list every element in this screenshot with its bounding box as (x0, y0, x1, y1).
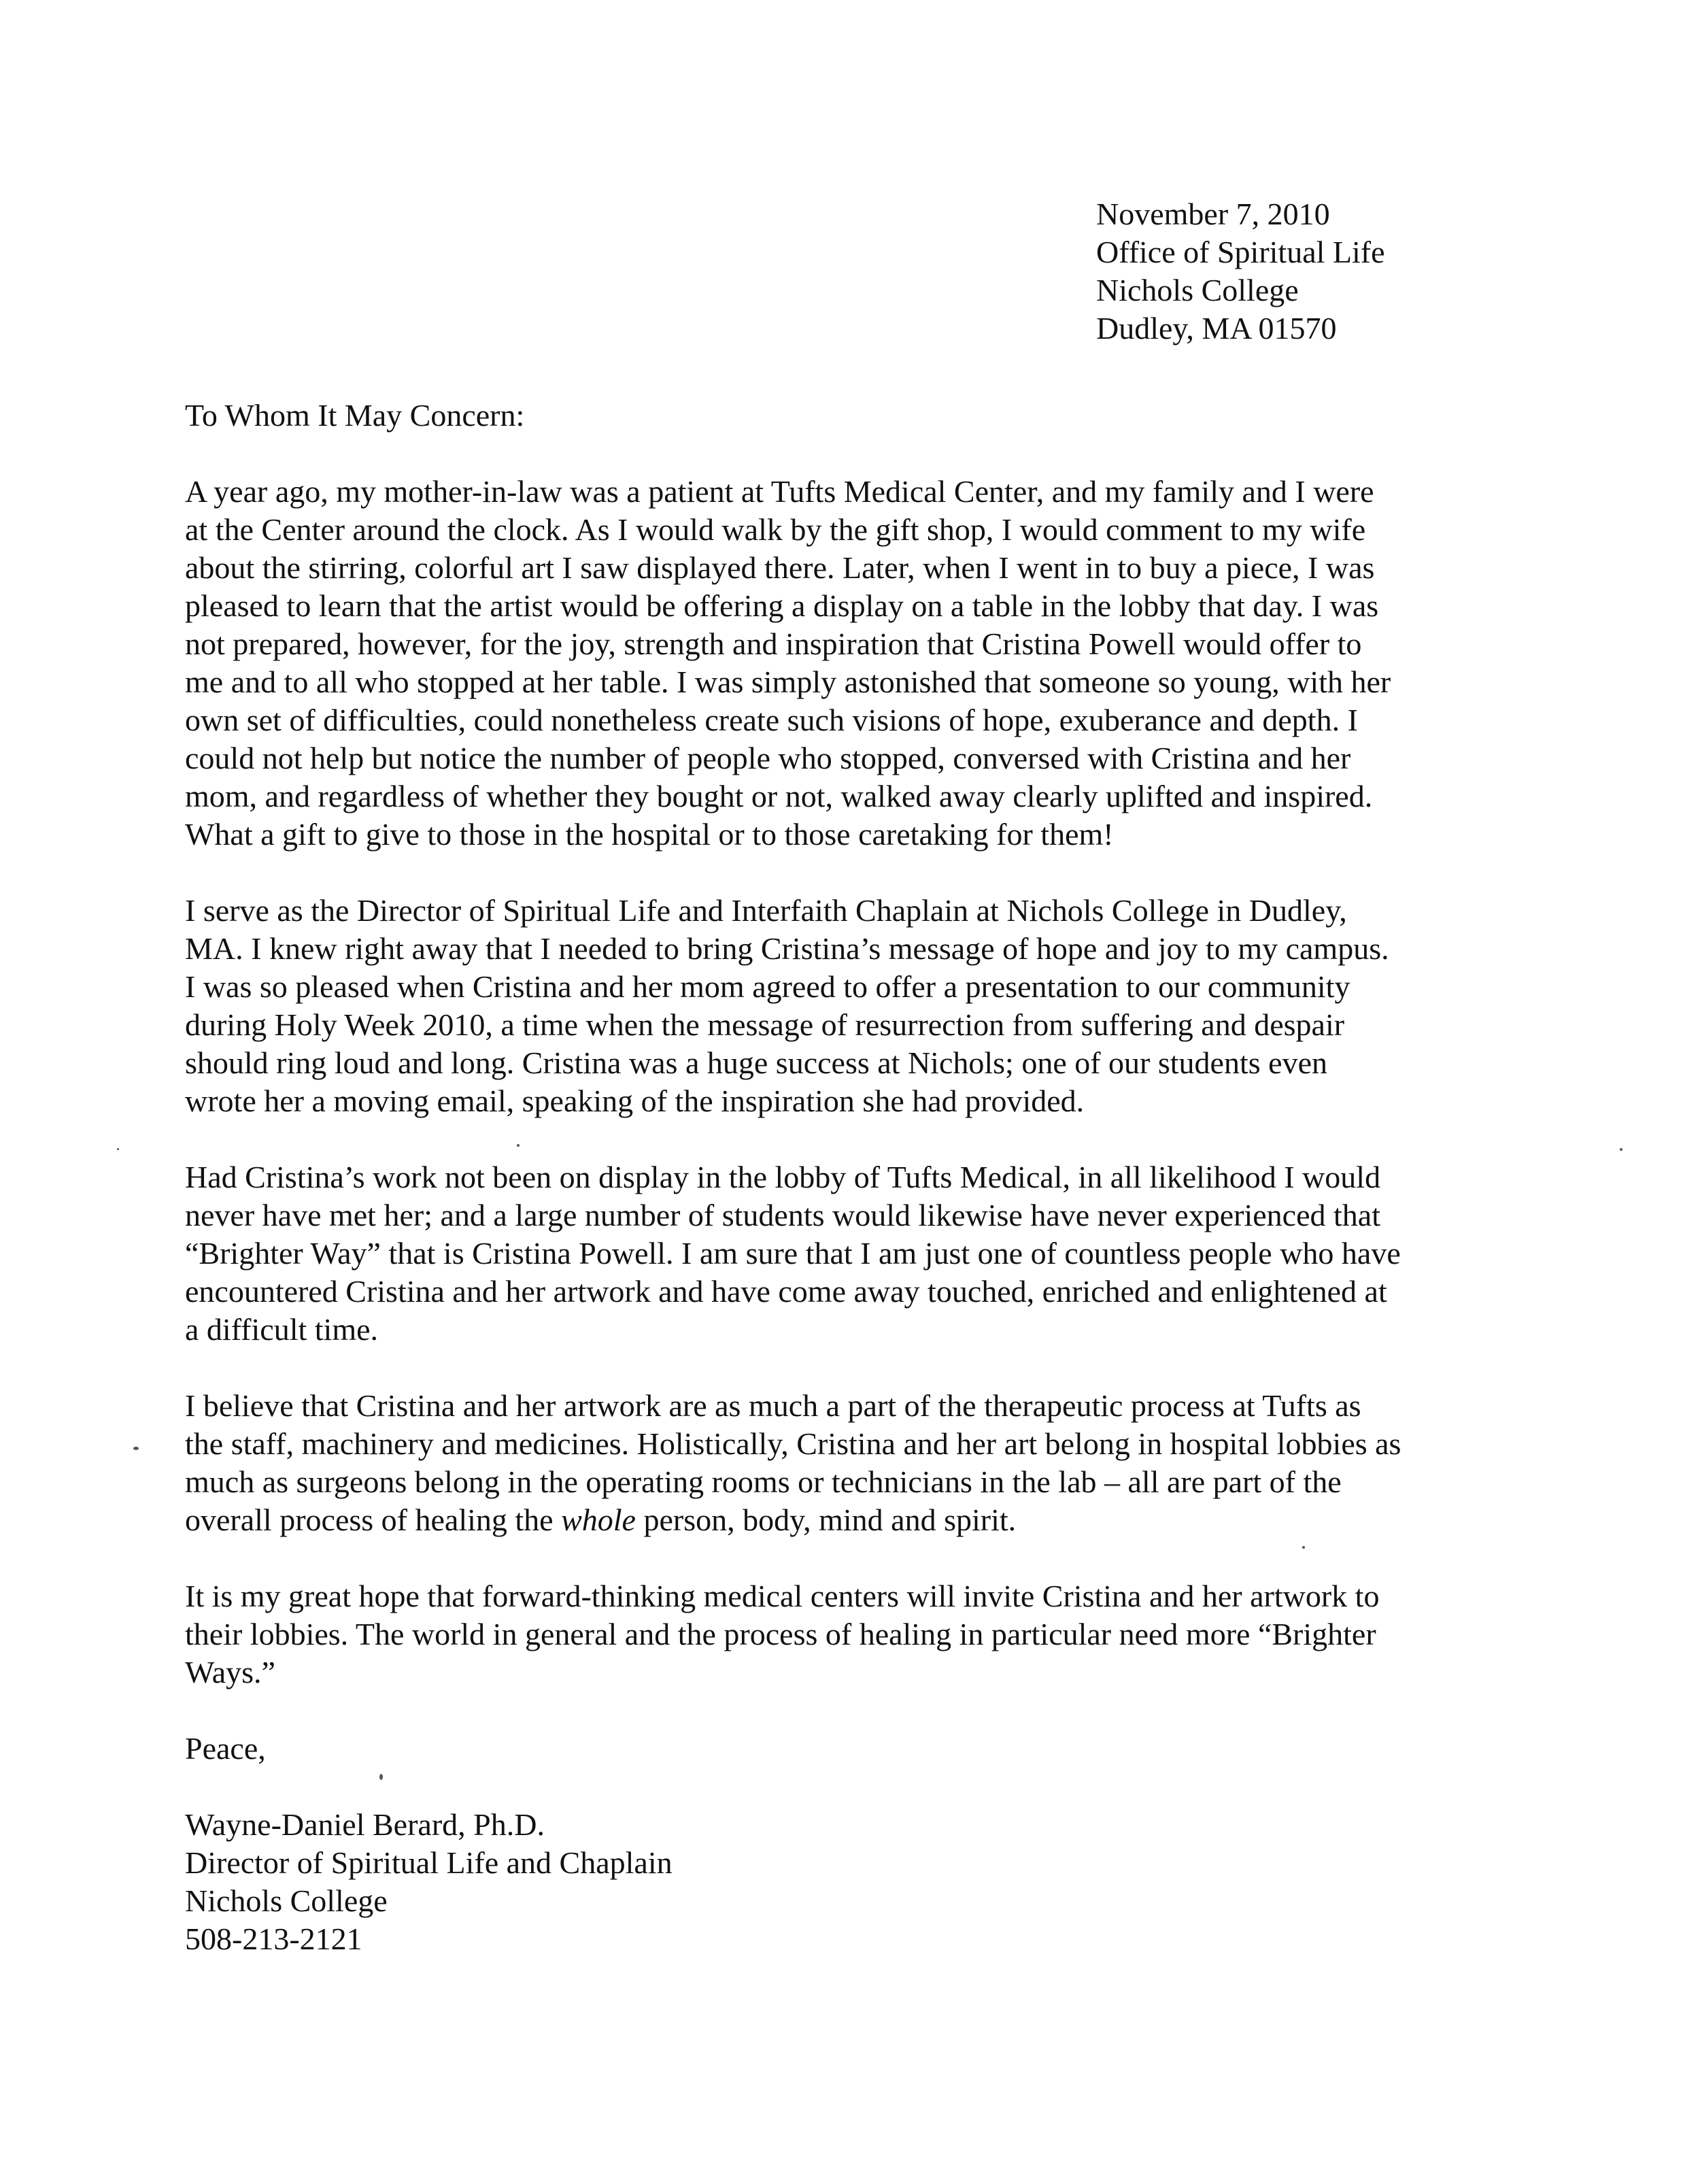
paragraph-line: pleased to learn that the artist would be offering a display on a table in the lobby that day. I was (185, 588, 1379, 623)
paragraph-line: Had Cristina’s work not been on display in the lobby of Tufts Medical, in all likelihood I would (185, 1160, 1381, 1194)
scan-speck (117, 1148, 119, 1150)
sender-office: Office of Spiritual Life (1096, 235, 1385, 269)
paragraph-line: I serve as the Director of Spiritual Life and Interfaith Chaplain at Nichols College in Dudley, (185, 893, 1347, 928)
paragraph-line: I believe that Cristina and her artwork are as much a part of the therapeutic process at Tufts as (185, 1388, 1361, 1423)
scan-speck (1302, 1546, 1305, 1549)
line-text: person, body, mind and spirit. (635, 1502, 1017, 1537)
paragraph-line: What a gift to give to those in the hospital or to those caretaking for them! (185, 817, 1114, 852)
paragraph-1 (185, 473, 1504, 854)
salutation: To Whom It May Concern: (185, 398, 525, 433)
emphasis-word: whole (561, 1502, 636, 1537)
paragraph-line: It is my great hope that forward-thinking medical centers will invite Cristina and her artwork to (185, 1579, 1380, 1613)
paragraph-line: should ring loud and long. Cristina was a huge success at Nichols; one of our students even (185, 1045, 1327, 1080)
signer-title: Director of Spiritual Life and Chaplain (185, 1845, 673, 1880)
signer-name: Wayne-Daniel Berard, Ph.D. (185, 1807, 545, 1842)
signer-college: Nichols College (185, 1883, 388, 1918)
paragraph-5 (185, 1577, 1504, 1692)
paragraph-line: much as surgeons belong in the operating rooms or technicians in the lab – all are part of the (185, 1464, 1342, 1499)
paragraph-line: never have met her; and a large number of students would likewise have never experienced that (185, 1198, 1380, 1232)
sender-college: Nichols College (1096, 273, 1299, 307)
paragraph-line: during Holy Week 2010, a time when the message of resurrection from suffering and despair (185, 1007, 1345, 1042)
letter-header (1096, 195, 1385, 348)
line-text: overall process of healing the (185, 1502, 562, 1537)
paragraph-line: a difficult time. (185, 1312, 379, 1347)
paragraph-line: Ways.” (185, 1655, 275, 1690)
paragraph-line: A year ago, my mother-in-law was a patient at Tufts Medical Center, and my family and I were (185, 474, 1374, 509)
paragraph-line-with-emphasis (185, 1501, 1504, 1539)
scan-speck (1620, 1148, 1622, 1151)
paragraph-line: their lobbies. The world in general and the process of healing in particular need more “Brighter (185, 1617, 1376, 1651)
letter-body (185, 397, 1504, 1958)
paragraph-line: about the stirring, colorful art I saw displayed there. Later, when I went in to buy a piece, I was (185, 550, 1375, 585)
paragraph-line: own set of difficulties, could nonetheless create such visions of hope, exuberance and depth. I (185, 703, 1358, 737)
scan-speck (379, 1774, 383, 1780)
scan-speck (517, 1144, 520, 1147)
closing: Peace, (185, 1731, 266, 1766)
scan-speck (133, 1447, 139, 1450)
paragraph-line: the staff, machinery and medicines. Holistically, Cristina and her art belong in hospital lobbies as (185, 1426, 1401, 1461)
paragraph-4 (185, 1387, 1504, 1539)
paragraph-3 (185, 1158, 1504, 1349)
paragraph-line: encountered Cristina and her artwork and have come away touched, enriched and enlightened at (185, 1274, 1387, 1309)
paragraph-line: “Brighter Way” that is Cristina Powell. I am sure that I am just one of countless people who have (185, 1236, 1401, 1271)
sender-address: Dudley, MA 01570 (1096, 311, 1337, 346)
paragraph-line: me and to all who stopped at her table. I was simply astonished that someone so young, with her (185, 665, 1391, 699)
paragraph-line: mom, and regardless of whether they bought or not, walked away clearly uplifted and inspired. (185, 779, 1373, 813)
letter-date: November 7, 2010 (1096, 197, 1330, 231)
paragraph-line: at the Center around the clock. As I would walk by the gift shop, I would comment to my wife (185, 512, 1366, 547)
signature-block (185, 1806, 1504, 1958)
paragraph-line: not prepared, however, for the joy, strength and inspiration that Cristina Powell would offer to (185, 626, 1362, 661)
signer-phone: 508-213-2121 (185, 1921, 362, 1956)
paragraph-line: could not help but notice the number of people who stopped, conversed with Cristina and her (185, 741, 1351, 775)
paragraph-2 (185, 892, 1504, 1120)
paragraph-line: wrote her a moving email, speaking of the inspiration she had provided. (185, 1083, 1085, 1118)
paragraph-line: MA. I knew right away that I needed to bring Cristina’s message of hope and joy to my campus. (185, 931, 1389, 966)
paragraph-line: I was so pleased when Cristina and her mom agreed to offer a presentation to our community (185, 969, 1350, 1004)
